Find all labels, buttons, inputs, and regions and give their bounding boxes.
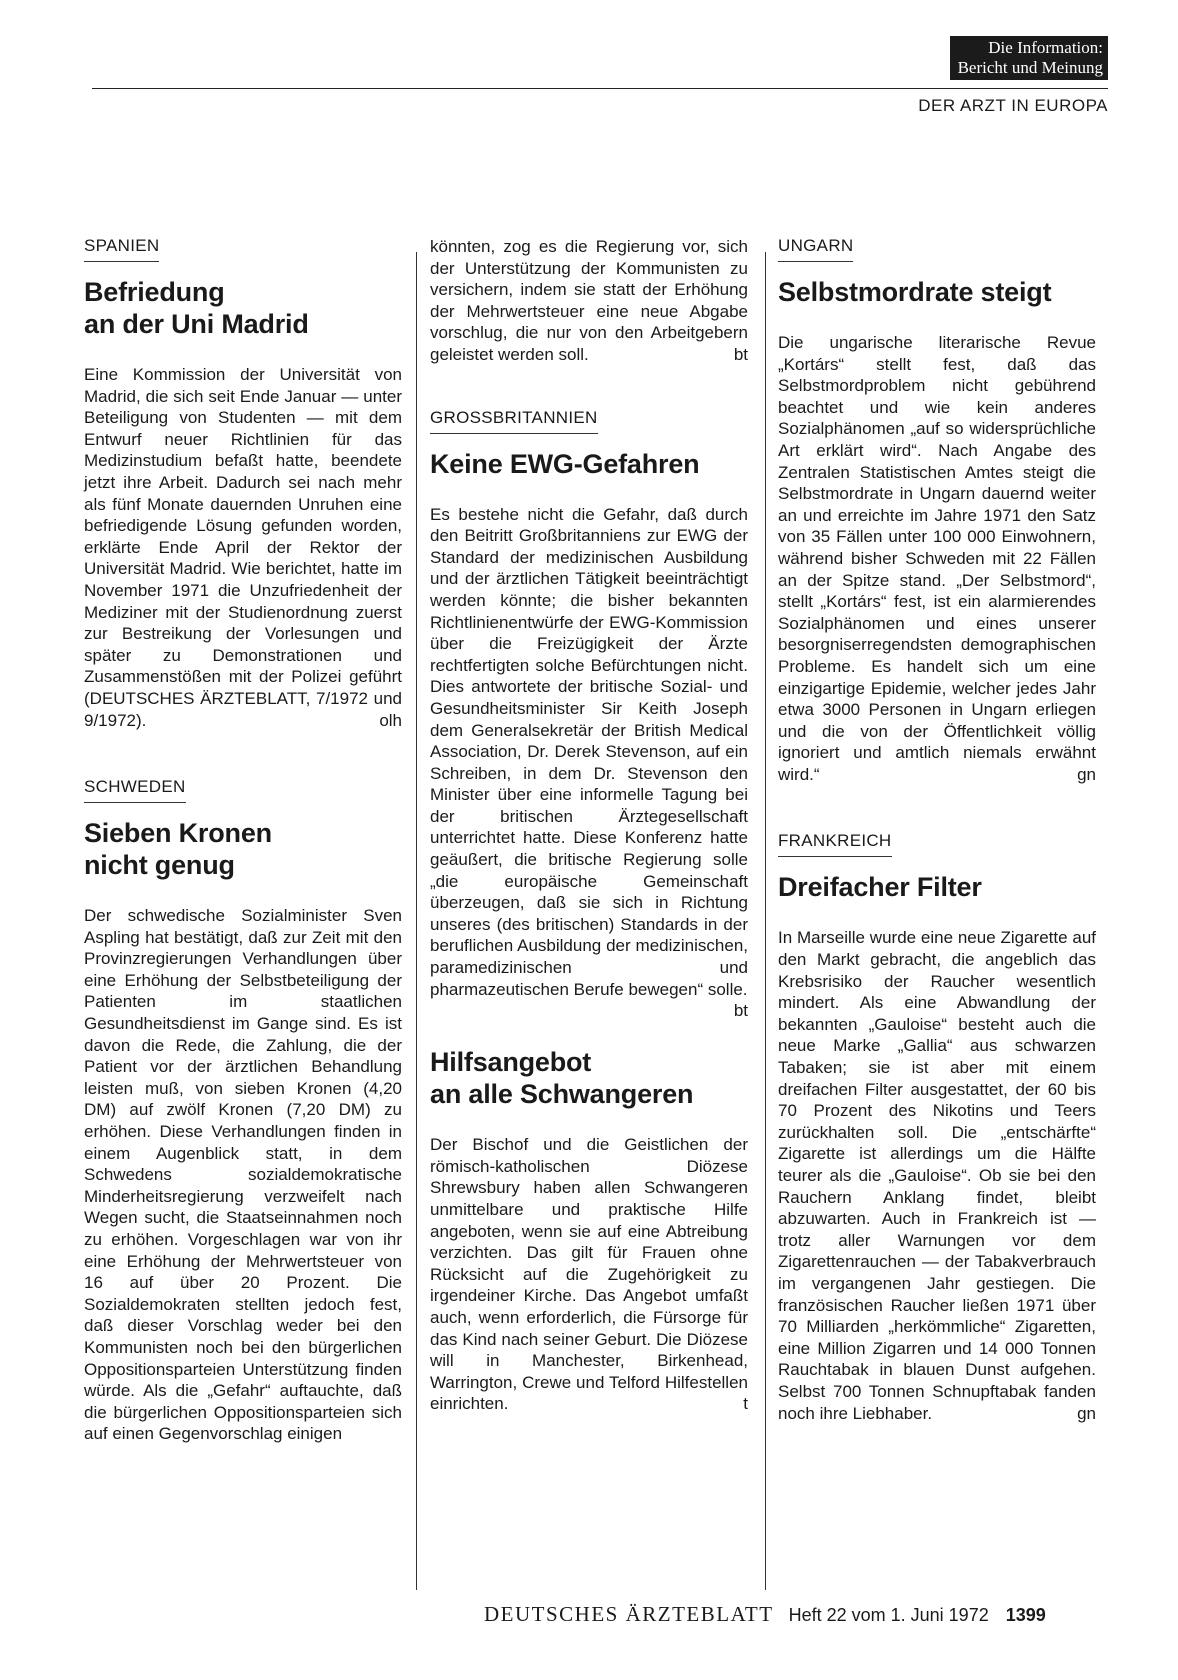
kicker-ungarn: UNGARN: [778, 236, 853, 262]
column-3: [778, 236, 1096, 1424]
article-body-schweden: [84, 905, 402, 1445]
author-sig-ungarn: gn: [1077, 764, 1096, 784]
column-2: [430, 236, 748, 1415]
body-text-schweden-cont: könnten, zog es die Regierung vor, sich der Unterstützung der Kommunisten zu versichern, indem sie statt der Erhöhung der Mehrwertsteuer eine neue Abgabe vorschlug, die nur von den Arbeitgebern geleistet werden soll.: [430, 237, 748, 364]
headline-frankreich: Dreifacher Filter: [778, 872, 982, 903]
body-text-spanien: Eine Kommission der Universität von Madrid, die sich seit Ende Januar — unter Beteiligung von Studenten — mit dem Entwurf neuer Richtlinien für das Medizinstudium befaßt hatte, beendete jetzt ihre Arbeit. Dadurch sei nach mehr als fünf Monate dauernden Unruhen eine befriedigende Lösung gefunden worden, erklärte Ende April der Rektor der Universität Madrid. Wie berichtet, hatte im November 1971 die Unzufriedenheit der Mediziner mit der Studienordnung zuerst zur Bestreikung der Vorlesungen und später zu Demonstrationen und Zusammenstößen mit der Polizei geführt (DEUTSCHES ÄRZTEBLATT, 7/1972 und 9/1972).: [84, 365, 402, 730]
kicker-spanien: SPANIEN: [84, 236, 159, 262]
kicker-frankreich: FRANKREICH: [778, 831, 892, 857]
spacer: [430, 1000, 748, 1046]
page-footer: [484, 1602, 1046, 1627]
section-badge: [950, 36, 1108, 80]
spacer: [84, 731, 402, 777]
headline-grossbritannien: Keine EWG-Gefahren: [430, 448, 700, 479]
headline-spanien-text: Befriedung an der Uni Madrid: [84, 277, 309, 339]
column-divider-1: [416, 252, 417, 1590]
body-text-hilfsangebot: Der Bischof und die Geistlichen der römisch-katholischen Diözese Shrewsbury haben allen Schwangeren unmittelbare und praktische Hilfe angeboten, wenn sie auf eine Abtreibung verzichten. Das gilt für Frauen ohne Rücksicht auf die Zugehörigkeit zu irgendeiner Kirche. Das Angebot umfaßt auch, wenn erforderlich, die Fürsorge für das Kind nach seiner Geburt. Die Diözese will in Manchester, Birkenhead, Warrington, Crewe und Telford Hilfestellen einrichten.: [430, 1135, 748, 1414]
author-sig-grossbritannien: bt: [733, 1001, 748, 1021]
body-text-frankreich: In Marseille wurde eine neue Zigarette auf den Markt gebracht, die angeblich das Krebsrisiko der Raucher wesentlich mindert. Als eine Abwandlung der bekannten „Gauloise“ besteht auch die neue Marke „Gallia“ aus schwarzen Tabaken; sie ist aber mit einem dreifachen Filter ausgestattet, der 60 bis 70 Prozent des Nikotins und Teers zurückhalten soll. Die „entschärfte“ Zigarette ist allerdings um die Hälfte teurer als die „Gauloise“. Ob sie bei den Rauchern Anklang findet, bleibt abzuwarten. Auch in Frankreich ist — trotz aller Warnungen vor dem Zigarettenrauchen — der Tabakverbrauch im vergangenen Jahr gestiegen. Die französischen Raucher ließen 1971 über 70 Milliarden „herkömmliche“ Zigaretten, eine Million Zigarren und 14 000 Tonnen Rauchtabak in blauen Dunst aufgehen. Selbst 700 Tonnen Schnupftabak fanden noch ihre Liebhaber.: [778, 928, 1096, 1423]
badge-line-2: Bericht und Meinung: [957, 58, 1103, 77]
issue-info: Heft 22 vom 1. Juni 1972: [788, 1605, 989, 1625]
article-body-frankreich: [778, 927, 1096, 1424]
author-sig-frankreich: gn: [1077, 1403, 1096, 1423]
headline-spanien: [84, 276, 402, 340]
section-title: DER ARZT IN EUROPA: [918, 96, 1108, 115]
article-body-spanien: [84, 364, 402, 731]
spacer: [778, 785, 1096, 831]
kicker-grossbritannien: GROSSBRITANNIEN: [430, 408, 598, 434]
article-body-ungarn: [778, 332, 1096, 785]
article-body-grossbritannien: [430, 504, 748, 1021]
headline-hilfsangebot: [430, 1046, 748, 1110]
top-rule: [92, 88, 1108, 89]
column-1: [84, 236, 402, 1445]
headline-ungarn: Selbstmordrate steigt: [778, 277, 1052, 307]
kicker-schweden: SCHWEDEN: [84, 777, 186, 803]
publication-name: DEUTSCHES ÄRZTEBLATT: [484, 1602, 774, 1626]
body-text-grossbritannien: Es bestehe nicht die Gefahr, daß durch den Beitritt Großbritanniens zur EWG der Standard der medizinischen Ausbildung und der ärztlichen Tätigkeit beeinträchtigt werden könnte; die bisher bekannten Richtlinienentwürfe der EWG-Kommission über die Freizügigkeit der Ärzte rechtfertigten solche Befürchtungen nicht. Dies antwortete der britische Sozial- und Gesundheitsminister Sir Keith Joseph dem Generalsekretär der British Medical Association, Dr. Derek Stevenson, auf ein Schreiben, in dem Dr. Stevenson den Minister über eine informelle Tagung bei der britischen Ärztegesellschaft unterrichtet hatte. Diese Konferenz hatte geäußert, die britische Regierung solle „die europäische Gemeinschaft überzeugen, daß sie sich in Richtung unseres (des britischen) Standards in der beruflichen Ausbildung der medizinischen, paramedizinischen und pharmazeutischen Berufe bewegen“ solle.: [430, 504, 748, 999]
headline-schweden: [84, 817, 402, 881]
body-text-schweden: Der schwedische Sozialminister Sven Aspling hat bestätigt, daß zur Zeit mit den Provinzregierungen Verhandlungen über eine Erhöhung der Selbstbeteiligung der Patienten im staatlichen Gesundheitsdienst im Gange sind. Es ist davon die Rede, die Zahlung, die der Patient vor der ärztlichen Behandlung leisten muß, von sieben Kronen (4,20 DM) auf zwölf Kronen (7,20 DM) zu erhöhen. Diese Verhandlungen finden in einem Augenblick statt, in dem Schwedens sozialdemokratische Minderheitsregierung verzweifelt nach Wegen sucht, die Staatseinnahmen noch zu erhöhen. Vorgeschlagen war von ihr eine Erhöhung der Mehrwertsteuer von 16 auf über 20 Prozent. Die Sozialdemokraten stellten jedoch fest, daß dieser Vorschlag weder bei den Kommunisten noch bei den bürgerlichen Oppositionsparteien Unterstützung finden würde. Als die „Gefahr“ auftauchte, daß die bürgerlichen Oppositionsparteien sich auf einen Gegenvorschlag einigen: [84, 906, 402, 1444]
article-continuation-schweden: [430, 236, 748, 366]
spacer: [430, 366, 748, 408]
page-number: 1399: [1005, 1605, 1046, 1625]
author-sig-spanien: olh: [379, 710, 402, 730]
body-text-ungarn: Die ungarische literarische Revue „Kortárs“ stellt fest, daß das Selbstmordproblem nicht gebührend beachtet und wie kein anderes Sozialphänomen „auf so widersprüchliche Art erklärt wird“. Nach Angabe des Zentralen Statistischen Amtes steigt die Selbstmordrate in Ungarn dauernd weiter an und erreichte im Jahre 1971 den Satz von 35 Fällen unter 100 000 Einwohnern, während bisher Schweden mit 22 Fällen an der Spitze stand. „Der Selbstmord“, stellt „Kortárs“ fest, ist ein alarmierendes Sozialphänomen und eines unserer besorgniserregendsten demographischen Probleme. Es handelt sich um eine einzigartige Epidemie, welcher jedes Jahr etwa 3000 Personen in Ungarn erliegen und die von der Öffentlichkeit völlig ignoriert und amtlich niemals erwähnt wird.“: [778, 333, 1096, 784]
badge-line-1: Die Information:: [988, 38, 1103, 57]
headline-schweden-text: Sieben Kronen nicht genug: [84, 818, 272, 881]
author-sig-hilfsangebot: t: [743, 1394, 748, 1414]
article-body-hilfsangebot: [430, 1134, 748, 1415]
column-divider-2: [765, 252, 766, 1590]
headline-hilfsangebot-text: Hilfsangebot an alle Schwangeren: [430, 1047, 694, 1110]
author-sig-schweden: bt: [733, 344, 748, 364]
